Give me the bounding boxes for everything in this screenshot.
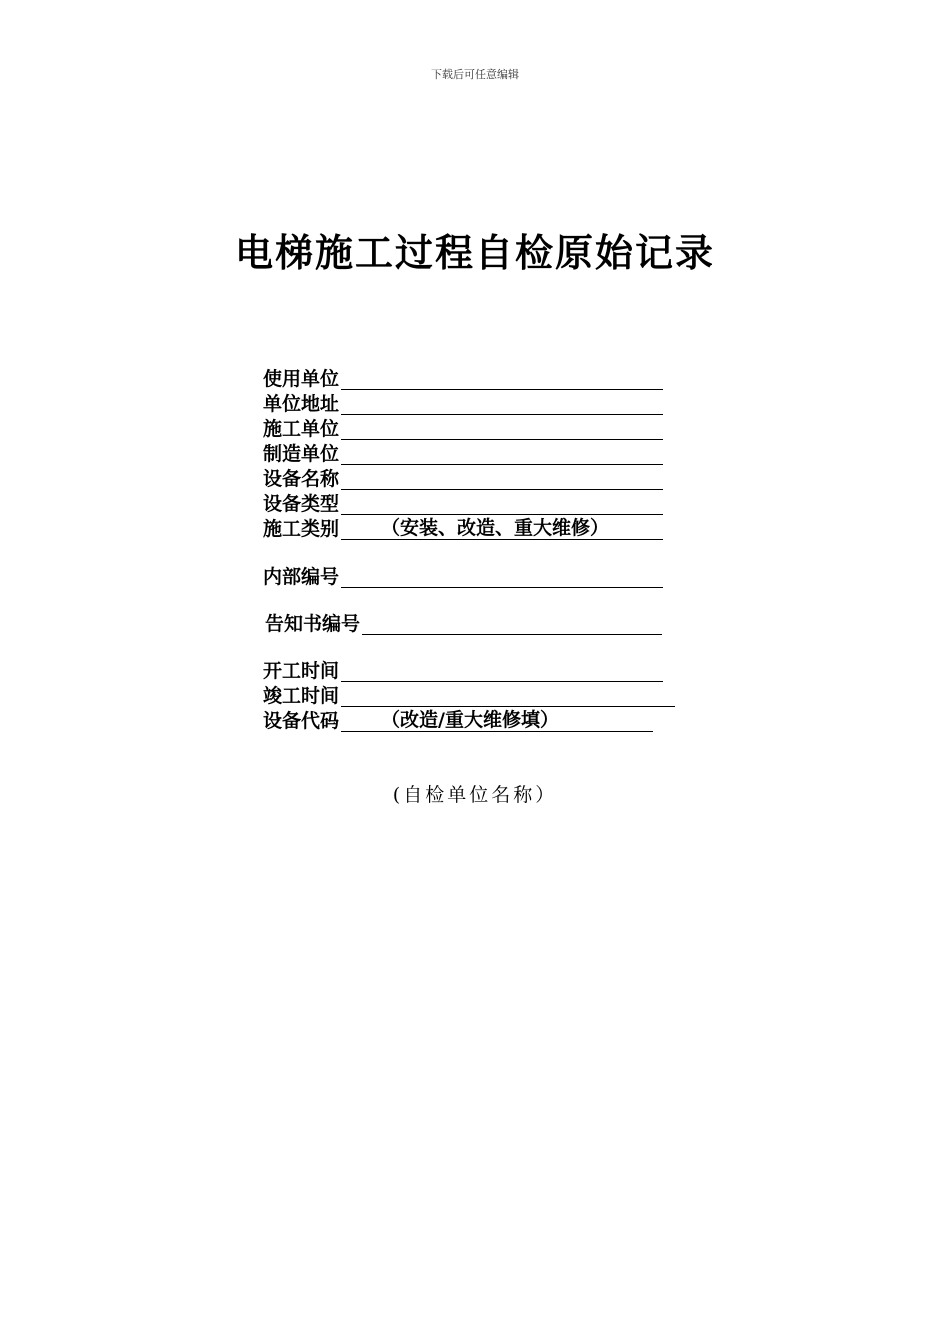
field-label: 设备类型 <box>263 493 340 515</box>
field-label: 制造单位 <box>263 443 340 465</box>
header-note: 下载后可任意编辑 <box>431 68 519 81</box>
input-line-equipment-type[interactable] <box>341 492 663 515</box>
input-line-completion-date[interactable] <box>341 684 675 707</box>
field-manufacturer <box>263 441 663 465</box>
input-line-manufacturer[interactable] <box>341 442 663 465</box>
construction-category-hint: （安装、改造、重大维修） <box>381 517 610 539</box>
field-label: 施工单位 <box>263 418 340 440</box>
field-equipment-type <box>263 491 663 515</box>
field-equipment-code <box>263 708 653 732</box>
field-label: 内部编号 <box>263 566 340 588</box>
field-label: 单位地址 <box>263 393 340 415</box>
field-label: 设备名称 <box>263 468 340 490</box>
input-line-internal-number[interactable] <box>341 565 663 588</box>
field-label: 使用单位 <box>263 368 340 390</box>
input-line-unit-address[interactable] <box>341 392 663 415</box>
field-notice-number <box>265 611 662 635</box>
field-construction-unit <box>263 416 663 440</box>
input-line-user-unit[interactable] <box>341 367 663 390</box>
self-inspection-unit-name: (自检单位名称） <box>392 784 558 806</box>
input-line-equipment-code[interactable] <box>341 709 653 732</box>
field-user-unit <box>263 366 663 390</box>
field-label: 设备代码 <box>263 710 340 732</box>
field-start-date <box>263 658 663 682</box>
field-label: 告知书编号 <box>265 613 361 635</box>
input-line-start-date[interactable] <box>341 659 663 682</box>
field-unit-address <box>263 391 663 415</box>
field-label: 开工时间 <box>263 660 340 682</box>
field-internal-number <box>263 564 663 588</box>
document-title: 电梯施工过程自检原始记录 <box>234 230 715 275</box>
input-line-construction-category[interactable] <box>341 517 663 540</box>
input-line-equipment-name[interactable] <box>341 467 663 490</box>
input-line-notice-number[interactable] <box>362 612 662 635</box>
field-construction-category <box>263 516 663 540</box>
field-equipment-name <box>263 466 663 490</box>
field-label: 施工类别 <box>263 518 340 540</box>
field-completion-date <box>263 683 675 707</box>
equipment-code-hint: （改造/重大维修填） <box>381 709 559 731</box>
input-line-construction-unit[interactable] <box>341 417 663 440</box>
field-label: 竣工时间 <box>263 685 340 707</box>
